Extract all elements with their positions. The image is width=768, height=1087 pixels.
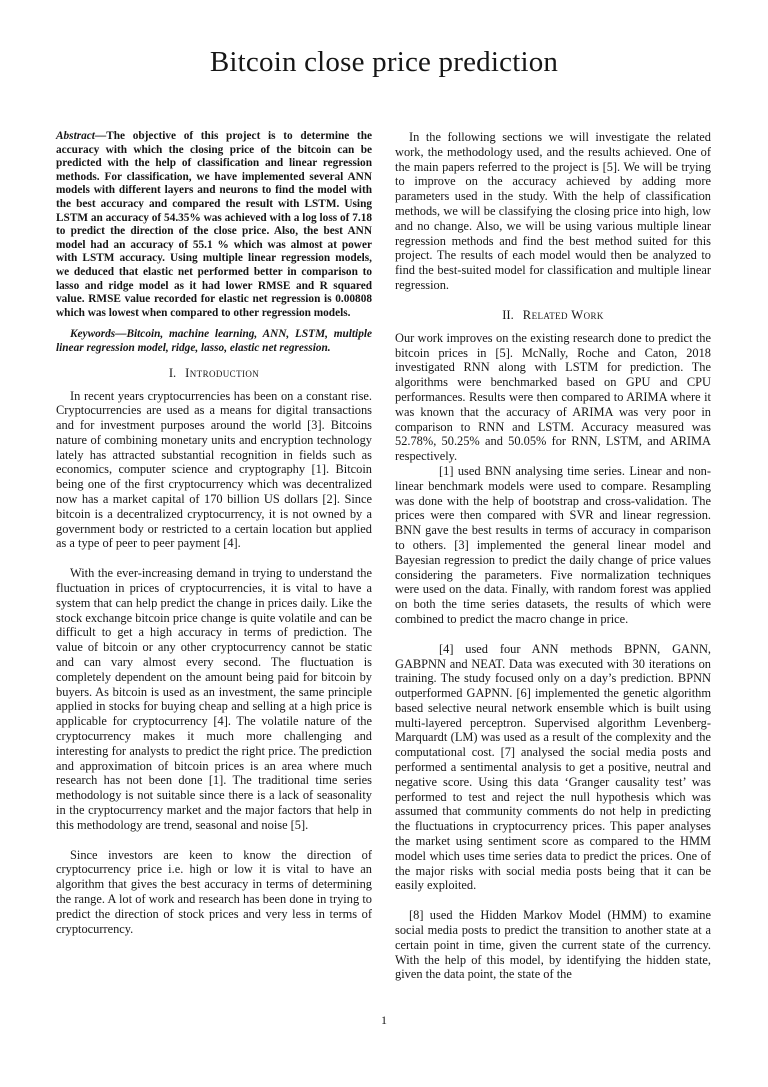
- keywords-label: Keywords: [70, 328, 116, 341]
- keywords-paragraph: [56, 328, 372, 355]
- intro-paragraph-3: Since investors are keen to know the direction of cryptocurrency price i.e. high or low it is vital to have an algorithm that gives the best accuracy in terms of determining the range. A lot of work and research has been done in trying to predict the direction of stock prices and very less in terms of cryptocurrency.: [56, 847, 372, 936]
- section-title-related-work: Related Work: [522, 307, 604, 322]
- right-column: [395, 130, 711, 982]
- page-number: 1: [381, 1013, 387, 1027]
- related-work-paragraph-3: [4] used four ANN methods BPNN, GANN, GABPNN and NEAT. Data was executed with 30 iterations on training. The study focused only on a day’s prediction. BPNN outperformed GAPNN. [6] implemented the genetic algorithm based selective neural network ensemble which is built using multi-layered perceptron. Supervised algorithm Levenberg-Marquardt (LM) was used as a result of the complexity and the computational cost. [7] analysed the social media posts and performed a sentimental analysis to get a positive, neutral and negative score. Using this data ‘Granger causality test’ was performed to test and reject the null hypothesis which was assumed that community comments do not help in predicting the fluctuations in cryptocurrency prices. This paper analyses the market using sentiment score as compared to the HMM model which uses time series data to predict the prices. One of the major risks with social media posts being that it can be easily exploited.: [395, 641, 711, 893]
- abstract-label: Abstract: [56, 130, 95, 142]
- abstract-text: —The objective of this project is to determine the accuracy with which the closing price of the bitcoin can be predicted with the help of classification and linear regression methods. For classification, we have implemented several ANN models with different layers and neurons to find the model with the best accuracy and compared the result with LSTM. Using LSTM an accuracy of 54.35% was achieved with a log loss of 7.18 to predict the direction of the close price. Also, the best ANN model had an accuracy of 55.1 % which was almost at power with LSTM accuracy. Using multiple linear regression models, we deduced that elastic net performed better in comparison to lasso and ridge model as it had lower RMSE and R squared value. RMSE value recorded for elastic net regression is 0.00808 which was lowest when compared to other regression models.: [56, 130, 372, 319]
- section-heading-related-work: [395, 308, 711, 323]
- keywords-text: —Bitcoin, machine learning, ANN, LSTM, multiple linear regression model, ridge, lasso, elastic net regression.: [56, 328, 372, 354]
- section-number-introduction: I.: [168, 365, 177, 380]
- related-work-paragraph-4: [8] used the Hidden Markov Model (HMM) to examine social media posts to predict the transition to another state at a certain point in time, given the current state of the currency. With the help of this model, by identifying the hidden state, given the data point, the state of the: [395, 908, 711, 982]
- paper-title: Bitcoin close price prediction: [209, 46, 559, 78]
- intro-paragraph-1: In recent years cryptocurrencies has been on a constant rise. Cryptocurrencies are used as a means for digital transactions and for investment purposes around the world [3]. Bitcoins nature of combining monetary units and encryption technology lately has attracted substantial recognition in fields such as economics, computer science and cryptography [1]. Bitcoin being one of the first cryptocurrency which was decentralized now has a market capital of 170 billion US dollars [2]. Since bitcoin is a decentralized cryptocurrency, it is not owned by a government body or restricted to a certain location but applied as a type of peer to peer payment [4].: [56, 388, 372, 551]
- abstract-paragraph: [56, 130, 372, 320]
- related-work-paragraph-1: Our work improves on the existing research done to predict the bitcoin prices in [5]. McNally, Roche and Caton, 2018 investigated RNN along with LSTM for prediction. The algorithms were benchmarked based on GPU and CPU performances. Results were then compared to ARIMA where it was known that the accuracy of ARIMA was very poor in comparison to RNN and LSTM. Accuracy measured was 52.78%, 50.25% and 50.05% for RNN, LSTM, and ARIMA respectively.: [395, 330, 711, 464]
- section-heading-introduction: [56, 366, 372, 381]
- intro-paragraph-2: With the ever-increasing demand in trying to understand the fluctuation in prices of cryptocurrencies, it is vital to have a system that can help predict the change in prices daily. Like the stock exchange bitcoin price change is quite volatile and can be difficult to get a high accuracy in terms of prediction. The value of bitcoin or any other cryptocurrency cannot be static and can vary almost every second. The fluctuation is completely dependent on the amount being paid for bitcoin by buyers. As bitcoin is used as an investment, the same principle applied in stocks for buying cheap and selling at a high price is applicable for cryptocurrency [4]. The volatile nature of the cryptocurrency makes it much more challenging and interesting for analysts to predict the right price. The prediction and approximation of bitcoin prices is an area where much research has not been done [1]. The traditional time series methodology is not suitable since there is a lack of seasonality in the cryptocurrency market and the major factors that help in this methodology are trend, seasonal and noise [5].: [56, 566, 372, 832]
- overview-paragraph: In the following sections we will investigate the related work, the methodology used, and the results achieved. One of the main papers referred to the project is [5]. We will be trying to improve on the accuracy achieved by adding more parameters used in the study. With the help of classification methods, we will be classifying the closing price into high, low and no change. Also, we will be using various multiple linear regression methods and find the best method suited for this project. The results of each model would then be analyzed to find the best-suited model for classification and multiple linear regression.: [395, 130, 711, 292]
- related-work-paragraph-2: [1] used BNN analysing time series. Linear and non-linear benchmark models were used to compare. Resampling was done with the help of bootstrap and cross-validation. The prices were then compared with SVR and linear regression. BNN gave the best results in terms of accuracy in comparison to others. [3] implemented the general linear model and Bayesian regression to predict the daily change of price values considering the parameters. Five normalization techniques were used on the data. Finally, with random forest was applied on both the time series datasets, the results of which were combined to predict the macro change in price.: [395, 463, 711, 626]
- two-column-layout: [0, 130, 768, 982]
- section-title-introduction: Introduction: [185, 365, 260, 380]
- left-column: [56, 130, 372, 982]
- section-number-related-work: II.: [502, 307, 514, 322]
